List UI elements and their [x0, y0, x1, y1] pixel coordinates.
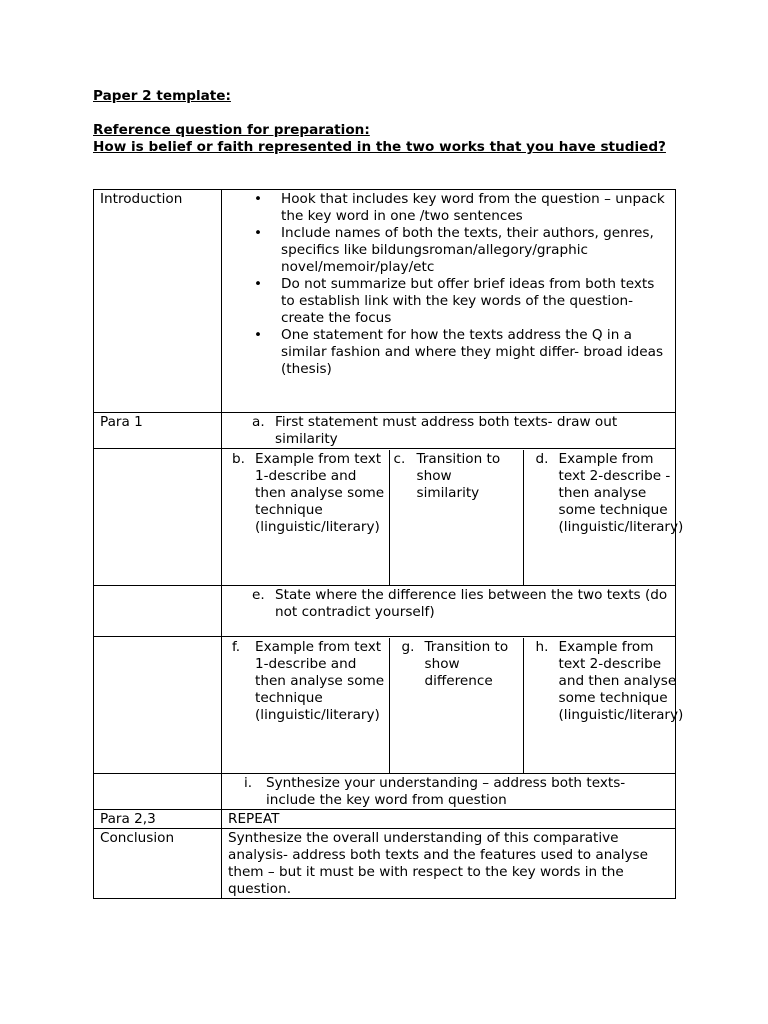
bullet-icon: •	[254, 191, 263, 207]
table-row-para1-i	[94, 774, 676, 810]
bullet-icon: •	[254, 327, 263, 343]
table-row-para23	[94, 810, 676, 829]
row-label-empty	[94, 637, 222, 774]
reference-question-label: Reference question for preparation:	[93, 122, 370, 138]
introduction-bullet: • Hook that includes key word from the question – unpack the key word in one /two sentences	[254, 191, 665, 224]
table-row-introduction	[94, 190, 676, 413]
conclusion-content: Synthesize the overall understanding of this comparative analysis- address both texts and the features used to analyse them – but it must be with respect to the key words in the question.	[222, 829, 676, 899]
row-label-empty	[94, 586, 222, 637]
row-label-para23: Para 2,3	[94, 810, 222, 829]
para1-bcd-grid	[228, 450, 682, 585]
para1-item-b: b. Example from text 1-describe and then analyse some technique (linguistic/literary)	[228, 450, 389, 585]
reference-question: How is belief or faith represented in the two works that you have studied?	[93, 139, 666, 155]
para1-fgh-grid	[228, 638, 682, 773]
table-row-conclusion	[94, 829, 676, 899]
essay-template-table	[93, 189, 684, 899]
row-label-para1: Para 1	[94, 413, 222, 449]
row-label-conclusion: Conclusion	[94, 829, 222, 899]
para1-fgh-cell	[222, 637, 684, 774]
table-row-para1-fgh	[94, 637, 676, 774]
introduction-bullet-list	[228, 191, 669, 378]
para1-item-d: d. Example from text 2-describe - then analyse some technique (linguistic/literary)	[535, 451, 684, 535]
para1-item-i-cell	[222, 774, 676, 810]
para1-item-i: i. Synthesize your understanding – address both texts- include the key word from question	[244, 775, 626, 808]
introduction-bullet: • Include names of both the texts, their authors, genres, specifics like bildungsroman/allegory/graphic novel/memoir/play/etc	[254, 225, 654, 275]
para1-item-e: e. State where the difference lies between the two texts (do not contradict yourself)	[252, 587, 668, 620]
introduction-bullet: • Do not summarize but offer brief ideas from both texts to establish link with the key words of the question-create the focus	[254, 276, 655, 326]
introduction-bullet: • One statement for how the texts address the Q in a similar fashion and where they might differ- broad ideas (thesis)	[254, 327, 664, 377]
bullet-icon: •	[254, 225, 263, 241]
para1-item-h: h. Example from text 2-describe and then analyse some technique (linguistic/literary)	[535, 639, 684, 723]
row-label-empty	[94, 449, 222, 586]
row-label-empty	[94, 774, 222, 810]
table-row-para1-a	[94, 413, 676, 449]
para1-bcd-cell	[222, 449, 684, 586]
para1-item-f: f. Example from text 1-describe and then analyse some technique (linguistic/literary)	[228, 638, 389, 773]
para1-item-a-cell	[222, 413, 676, 449]
para1-item-c: c. Transition to show similarity	[389, 450, 523, 585]
document-title: Paper 2 template:	[93, 88, 231, 104]
para1-item-a: a. First statement must address both texts- draw out similarity	[252, 414, 618, 447]
bullet-icon: •	[254, 276, 263, 292]
table-row-para1-bcd	[94, 449, 676, 586]
para1-item-e-cell	[222, 586, 676, 637]
para23-content: REPEAT	[222, 810, 676, 829]
table-row-para1-e	[94, 586, 676, 637]
row-label-introduction: Introduction	[94, 190, 222, 413]
introduction-content	[222, 190, 676, 413]
para1-item-g: g. Transition to show difference	[389, 638, 523, 773]
